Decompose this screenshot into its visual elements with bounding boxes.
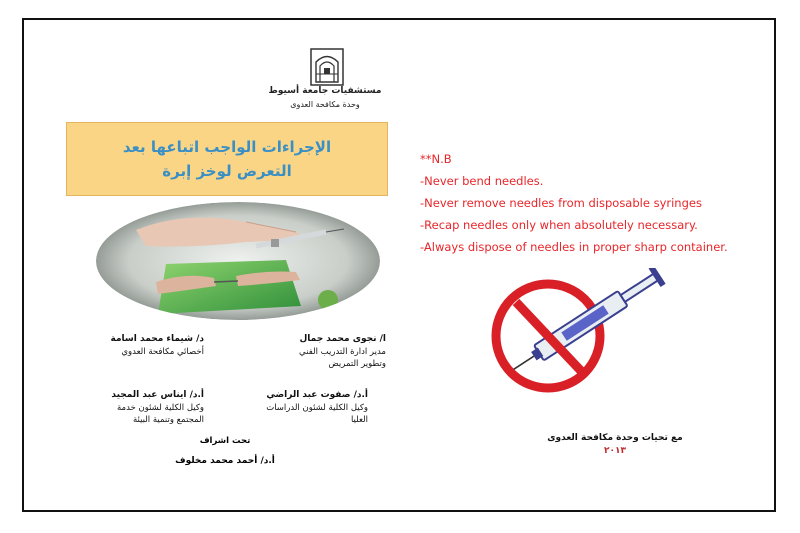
person-name: د/ شيماء محمد اسامة <box>110 334 204 344</box>
credit-person <box>44 388 204 426</box>
person-name: أ.د/ صفوت عبد الراضي <box>266 390 368 400</box>
credit-person <box>208 388 368 426</box>
nb-item: -Recap needles only when absolutely necessary. <box>420 218 698 232</box>
person-role: مدير ادارة التدريب الفني <box>299 347 386 357</box>
no-syringe-icon <box>490 268 680 398</box>
hospital-name: مستشفيات جامعة أسيوط <box>268 86 382 96</box>
title-box <box>66 122 388 196</box>
person-name: أ.د/ ايناس عبد المجيد <box>111 390 204 400</box>
university-logo-icon <box>310 48 344 86</box>
person-role: المجتمع وتنمية البيئة <box>132 415 204 425</box>
greeting-text: مع تحيات وحدة مكافحة العدوى <box>547 433 683 443</box>
supervisor-name: أ.د/ أحمد محمد مخلوف <box>175 456 275 466</box>
person-role: وتطوير التمريض <box>328 359 386 369</box>
person-role: أخصائي مكافحة العدوي <box>121 347 204 357</box>
unit-name: وحدة مكافحة العدوى <box>290 100 360 109</box>
credit-person <box>44 332 204 358</box>
supervision-label: تحت اشراف <box>199 436 251 446</box>
credit-person <box>226 332 386 370</box>
person-role: وكيل الكلية لشئون خدمة <box>116 403 204 413</box>
title-line-1: الإجراءات الواجب اتباعها بعد <box>122 138 332 156</box>
person-role: وكيل الكلية لشئون الدراسات <box>266 403 368 413</box>
nb-item: -Always dispose of needles in proper sharp container. <box>420 240 728 254</box>
nb-list <box>420 148 728 258</box>
needle-stick-photo <box>96 202 380 320</box>
year-text: ٢٠١٣ <box>604 446 626 456</box>
nb-heading: **N.B <box>420 152 452 166</box>
person-name: ا/ نجوى محمد جمال <box>299 334 386 344</box>
nb-item: -Never bend needles. <box>420 174 544 188</box>
nb-item: -Never remove needles from disposable syringes <box>420 196 702 210</box>
title-line-2: التعرض لوخز إبرة <box>162 162 292 180</box>
person-role: العليا <box>350 415 368 425</box>
